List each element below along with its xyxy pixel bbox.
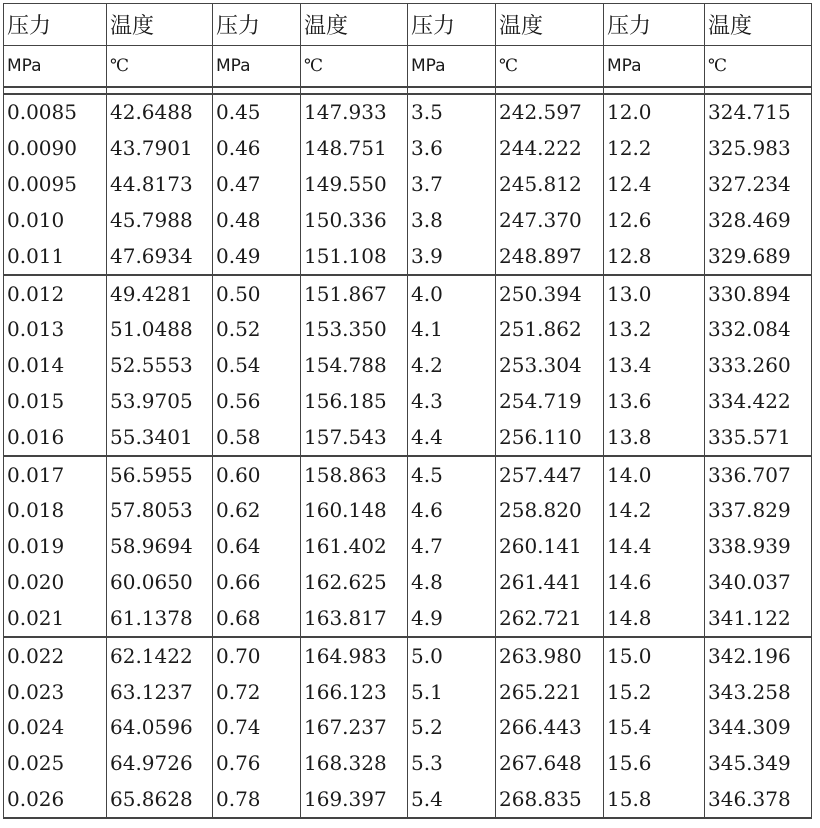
pressure-cell: 12.2: [604, 130, 705, 166]
pressure-cell: 15.8: [604, 781, 705, 818]
temperature-cell: 267.648: [496, 745, 604, 781]
table-row: [4, 456, 812, 493]
pressure-cell: 5.0: [408, 637, 496, 674]
temperature-cell: 57.8053: [107, 493, 213, 529]
table-row: [4, 709, 812, 745]
pressure-cell: 3.6: [408, 130, 496, 166]
temperature-cell: 261.441: [496, 564, 604, 600]
pressure-cell: 4.2: [408, 347, 496, 383]
temperature-cell: 265.221: [496, 674, 604, 710]
pressure-cell: 0.026: [4, 781, 107, 818]
pressure-cell: 0.70: [213, 637, 301, 674]
temperature-cell: 161.402: [301, 528, 408, 564]
table-row: [4, 311, 812, 347]
pressure-cell: 0.74: [213, 709, 301, 745]
temperature-cell: 52.5553: [107, 347, 213, 383]
table-row: [4, 383, 812, 419]
temperature-cell: 338.939: [705, 528, 812, 564]
temperature-cell: 148.751: [301, 130, 408, 166]
pressure-cell: 4.6: [408, 493, 496, 529]
unit-temperature: ℃: [301, 45, 408, 87]
temperature-cell: 329.689: [705, 238, 812, 275]
pressure-cell: 15.0: [604, 637, 705, 674]
pressure-cell: 14.2: [604, 493, 705, 529]
temperature-cell: 150.336: [301, 202, 408, 238]
pressure-cell: 12.8: [604, 238, 705, 275]
pressure-cell: 5.3: [408, 745, 496, 781]
unit-pressure: MPa: [604, 45, 705, 87]
pressure-cell: 0.024: [4, 709, 107, 745]
temperature-cell: 162.625: [301, 564, 408, 600]
pressure-cell: 0.014: [4, 347, 107, 383]
unit-temperature: ℃: [705, 45, 812, 87]
pressure-cell: 0.020: [4, 564, 107, 600]
temperature-cell: 334.422: [705, 383, 812, 419]
temperature-cell: 258.820: [496, 493, 604, 529]
pressure-cell: 0.46: [213, 130, 301, 166]
temperature-cell: 60.0650: [107, 564, 213, 600]
temperature-cell: 336.707: [705, 456, 812, 493]
pressure-cell: 0.66: [213, 564, 301, 600]
temperature-cell: 153.350: [301, 311, 408, 347]
pressure-cell: 14.4: [604, 528, 705, 564]
temperature-cell: 156.185: [301, 383, 408, 419]
temperature-cell: 330.894: [705, 275, 812, 312]
pressure-cell: 4.5: [408, 456, 496, 493]
table-row: [4, 674, 812, 710]
temperature-cell: 257.447: [496, 456, 604, 493]
table-row: [4, 528, 812, 564]
column-header-temperature: 温度: [705, 4, 812, 46]
table-row: [4, 493, 812, 529]
temperature-cell: 58.9694: [107, 528, 213, 564]
pressure-cell: 15.4: [604, 709, 705, 745]
temperature-cell: 268.835: [496, 781, 604, 818]
pressure-cell: 0.52: [213, 311, 301, 347]
pressure-cell: 14.8: [604, 600, 705, 637]
column-header-temperature: 温度: [496, 4, 604, 46]
unit-pressure: MPa: [4, 45, 107, 87]
table-row: [4, 419, 812, 456]
unit-pressure: MPa: [408, 45, 496, 87]
temperature-cell: 247.370: [496, 202, 604, 238]
temperature-cell: 63.1237: [107, 674, 213, 710]
table-row: [4, 130, 812, 166]
pressure-cell: 12.0: [604, 94, 705, 131]
temperature-cell: 43.7901: [107, 130, 213, 166]
table-row: [4, 94, 812, 131]
pressure-cell: 3.7: [408, 166, 496, 202]
temperature-cell: 163.817: [301, 600, 408, 637]
temperature-cell: 266.443: [496, 709, 604, 745]
pressure-cell: 0.76: [213, 745, 301, 781]
column-header-pressure: 压力: [4, 4, 107, 46]
pressure-cell: 4.4: [408, 419, 496, 456]
unit-temperature: ℃: [496, 45, 604, 87]
temperature-cell: 333.260: [705, 347, 812, 383]
pressure-cell: 0.021: [4, 600, 107, 637]
pressure-cell: 3.9: [408, 238, 496, 275]
temperature-cell: 251.862: [496, 311, 604, 347]
table-row: [4, 600, 812, 637]
pressure-cell: 0.015: [4, 383, 107, 419]
column-header-pressure: 压力: [604, 4, 705, 46]
pressure-cell: 3.5: [408, 94, 496, 131]
temperature-cell: 147.933: [301, 94, 408, 131]
pressure-cell: 13.6: [604, 383, 705, 419]
temperature-cell: 245.812: [496, 166, 604, 202]
temperature-cell: 169.397: [301, 781, 408, 818]
temperature-cell: 44.8173: [107, 166, 213, 202]
pressure-cell: 0.012: [4, 275, 107, 312]
temperature-cell: 345.349: [705, 745, 812, 781]
pressure-cell: 0.60: [213, 456, 301, 493]
temperature-cell: 263.980: [496, 637, 604, 674]
pressure-cell: 4.9: [408, 600, 496, 637]
table-row: [4, 202, 812, 238]
temperature-cell: 157.543: [301, 419, 408, 456]
temperature-cell: 166.123: [301, 674, 408, 710]
table-row: [4, 238, 812, 275]
pressure-cell: 0.54: [213, 347, 301, 383]
column-header-temperature: 温度: [301, 4, 408, 46]
pressure-cell: 0.72: [213, 674, 301, 710]
temperature-cell: 65.8628: [107, 781, 213, 818]
temperature-cell: 61.1378: [107, 600, 213, 637]
temperature-cell: 337.829: [705, 493, 812, 529]
temperature-cell: 56.5955: [107, 456, 213, 493]
table-row: [4, 745, 812, 781]
temperature-cell: 151.867: [301, 275, 408, 312]
pressure-cell: 0.025: [4, 745, 107, 781]
pressure-cell: 0.022: [4, 637, 107, 674]
temperature-cell: 53.9705: [107, 383, 213, 419]
table-row: [4, 275, 812, 312]
temperature-cell: 327.234: [705, 166, 812, 202]
temperature-cell: 42.6488: [107, 94, 213, 131]
pressure-cell: 0.013: [4, 311, 107, 347]
column-header-pressure: 压力: [408, 4, 496, 46]
temperature-cell: 151.108: [301, 238, 408, 275]
table-row: [4, 166, 812, 202]
pressure-cell: 4.7: [408, 528, 496, 564]
temperature-cell: 64.0596: [107, 709, 213, 745]
pressure-cell: 5.1: [408, 674, 496, 710]
pressure-cell: 13.0: [604, 275, 705, 312]
pressure-cell: 4.1: [408, 311, 496, 347]
temperature-cell: 346.378: [705, 781, 812, 818]
pressure-cell: 0.48: [213, 202, 301, 238]
pressure-cell: 0.018: [4, 493, 107, 529]
pressure-cell: 0.017: [4, 456, 107, 493]
table-row: [4, 564, 812, 600]
temperature-cell: 49.4281: [107, 275, 213, 312]
pressure-cell: 15.6: [604, 745, 705, 781]
temperature-cell: 253.304: [496, 347, 604, 383]
pressure-cell: 4.8: [408, 564, 496, 600]
temperature-cell: 335.571: [705, 419, 812, 456]
temperature-cell: 341.122: [705, 600, 812, 637]
pressure-cell: 0.011: [4, 238, 107, 275]
pressure-temperature-table: [3, 3, 812, 819]
table-row: [4, 347, 812, 383]
pressure-cell: 0.64: [213, 528, 301, 564]
temperature-cell: 248.897: [496, 238, 604, 275]
pressure-cell: 4.3: [408, 383, 496, 419]
temperature-cell: 160.148: [301, 493, 408, 529]
temperature-cell: 51.0488: [107, 311, 213, 347]
temperature-cell: 324.715: [705, 94, 812, 131]
unit-pressure: MPa: [213, 45, 301, 87]
pressure-cell: 0.0085: [4, 94, 107, 131]
pressure-cell: 0.0095: [4, 166, 107, 202]
temperature-cell: 340.037: [705, 564, 812, 600]
temperature-cell: 344.309: [705, 709, 812, 745]
pressure-cell: 12.4: [604, 166, 705, 202]
temperature-cell: 149.550: [301, 166, 408, 202]
column-header-temperature: 温度: [107, 4, 213, 46]
pressure-cell: 13.4: [604, 347, 705, 383]
pressure-cell: 0.58: [213, 419, 301, 456]
pressure-cell: 0.45: [213, 94, 301, 131]
pressure-cell: 14.6: [604, 564, 705, 600]
table-row: [4, 781, 812, 818]
temperature-cell: 158.863: [301, 456, 408, 493]
temperature-cell: 164.983: [301, 637, 408, 674]
temperature-cell: 45.7988: [107, 202, 213, 238]
temperature-cell: 62.1422: [107, 637, 213, 674]
temperature-cell: 167.237: [301, 709, 408, 745]
pressure-cell: 0.50: [213, 275, 301, 312]
pressure-cell: 13.2: [604, 311, 705, 347]
pressure-cell: 0.47: [213, 166, 301, 202]
pressure-cell: 0.0090: [4, 130, 107, 166]
pressure-cell: 0.56: [213, 383, 301, 419]
temperature-cell: 168.328: [301, 745, 408, 781]
table-row: [4, 637, 812, 674]
pressure-cell: 5.4: [408, 781, 496, 818]
column-header-pressure: 压力: [213, 4, 301, 46]
pressure-cell: 4.0: [408, 275, 496, 312]
pressure-cell: 0.010: [4, 202, 107, 238]
pressure-cell: 0.49: [213, 238, 301, 275]
temperature-cell: 256.110: [496, 419, 604, 456]
unit-temperature: ℃: [107, 45, 213, 87]
header-row: [4, 4, 812, 46]
temperature-cell: 332.084: [705, 311, 812, 347]
pressure-cell: 0.78: [213, 781, 301, 818]
temperature-cell: 343.258: [705, 674, 812, 710]
temperature-cell: 260.141: [496, 528, 604, 564]
temperature-cell: 250.394: [496, 275, 604, 312]
temperature-cell: 254.719: [496, 383, 604, 419]
temperature-cell: 242.597: [496, 94, 604, 131]
unit-row: [4, 45, 812, 87]
temperature-cell: 325.983: [705, 130, 812, 166]
temperature-cell: 328.469: [705, 202, 812, 238]
pressure-cell: 13.8: [604, 419, 705, 456]
temperature-cell: 64.9726: [107, 745, 213, 781]
pressure-cell: 12.6: [604, 202, 705, 238]
pressure-cell: 0.68: [213, 600, 301, 637]
temperature-cell: 262.721: [496, 600, 604, 637]
pressure-cell: 0.62: [213, 493, 301, 529]
pressure-cell: 14.0: [604, 456, 705, 493]
pressure-cell: 0.023: [4, 674, 107, 710]
temperature-cell: 47.6934: [107, 238, 213, 275]
pressure-cell: 0.019: [4, 528, 107, 564]
temperature-cell: 55.3401: [107, 419, 213, 456]
pressure-cell: 3.8: [408, 202, 496, 238]
temperature-cell: 154.788: [301, 347, 408, 383]
pressure-cell: 15.2: [604, 674, 705, 710]
pressure-cell: 0.016: [4, 419, 107, 456]
pressure-cell: 5.2: [408, 709, 496, 745]
temperature-cell: 342.196: [705, 637, 812, 674]
temperature-cell: 244.222: [496, 130, 604, 166]
